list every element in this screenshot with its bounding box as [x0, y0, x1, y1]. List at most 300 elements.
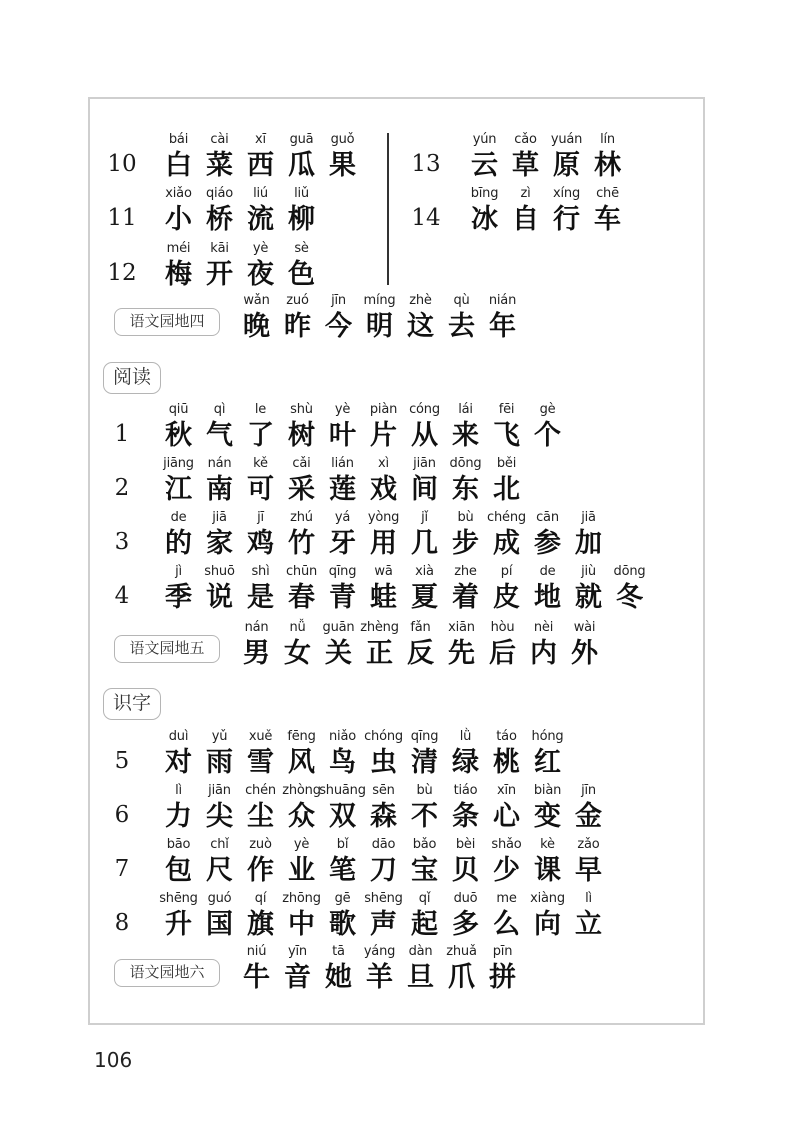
hanzi: 从 — [411, 420, 438, 451]
hanzi: 不 — [411, 801, 438, 832]
pinyin: xì — [378, 456, 389, 471]
character-cell — [568, 891, 609, 947]
pinyin: kè — [540, 837, 555, 852]
column-divider — [387, 133, 389, 285]
pinyin: zhe — [454, 564, 477, 579]
character-group — [464, 186, 628, 242]
character-group — [236, 293, 523, 349]
pinyin: niú — [246, 944, 267, 959]
hanzi: 原 — [553, 150, 580, 181]
pinyin: liǔ — [294, 186, 309, 201]
hanzi: 鸟 — [329, 747, 356, 778]
pinyin: wā — [374, 564, 393, 579]
pinyin: guǒ — [330, 132, 355, 147]
hanzi: 她 — [325, 962, 352, 993]
pinyin: wài — [573, 620, 596, 635]
pinyin: de — [539, 564, 556, 579]
character-group — [158, 837, 609, 893]
pinyin: yún — [472, 132, 497, 147]
pinyin: cǎo — [514, 132, 537, 147]
pinyin: jiā — [212, 510, 227, 525]
character-group — [158, 510, 609, 566]
pinyin: fēi — [498, 402, 515, 417]
pinyin: nǚ — [289, 620, 306, 635]
hanzi: 可 — [247, 474, 274, 505]
hanzi: 牛 — [243, 962, 270, 993]
hanzi: 开 — [206, 259, 233, 290]
hanzi: 少 — [493, 855, 520, 886]
pinyin: shù — [290, 402, 313, 417]
hanzi: 年 — [489, 311, 516, 342]
hanzi: 红 — [534, 747, 561, 778]
hanzi: 女 — [284, 638, 311, 669]
pinyin: lián — [331, 456, 354, 471]
hanzi: 用 — [370, 528, 397, 559]
hanzi: 皮 — [493, 582, 520, 613]
pinyin: yáng — [363, 944, 396, 959]
hanzi: 采 — [288, 474, 315, 505]
lesson-number: 7 — [114, 856, 130, 882]
hanzi: 立 — [575, 909, 602, 940]
character-group — [236, 944, 523, 1000]
hanzi: 的 — [165, 528, 192, 559]
pinyin: piàn — [369, 402, 398, 417]
hanzi: 地 — [534, 582, 561, 613]
hanzi: 是 — [247, 582, 274, 613]
hanzi: 间 — [411, 474, 438, 505]
pinyin: bǎo — [412, 837, 437, 852]
character-cell — [564, 620, 605, 676]
pinyin: guā — [289, 132, 314, 147]
character-cell — [527, 402, 568, 458]
hanzi: 双 — [329, 801, 356, 832]
hanzi: 加 — [575, 528, 602, 559]
pinyin: liú — [253, 186, 268, 201]
pinyin: zǎo — [577, 837, 600, 852]
hanzi: 白 — [165, 150, 192, 181]
hanzi: 刀 — [370, 855, 397, 886]
pinyin: duō — [453, 891, 478, 906]
hanzi: 林 — [594, 150, 621, 181]
character-cell — [486, 456, 527, 512]
pinyin: méi — [166, 241, 191, 256]
pinyin: shuāng — [319, 783, 366, 798]
pinyin: gē — [334, 891, 351, 906]
pinyin: bù — [457, 510, 474, 525]
pinyin: lì — [175, 783, 182, 798]
character-group — [158, 783, 609, 839]
hanzi: 起 — [411, 909, 438, 940]
hanzi: 这 — [407, 311, 434, 342]
pinyin: zhōng — [282, 891, 321, 906]
pinyin: zhèng — [360, 620, 399, 635]
pinyin: lái — [458, 402, 473, 417]
hanzi: 色 — [288, 259, 315, 290]
character-cell — [281, 186, 322, 242]
hanzi: 向 — [534, 909, 561, 940]
hanzi: 自 — [512, 204, 539, 235]
hanzi: 果 — [329, 150, 356, 181]
hanzi: 竹 — [288, 528, 315, 559]
pinyin: cài — [210, 132, 229, 147]
pinyin: qiáo — [206, 186, 233, 201]
pinyin: yá — [334, 510, 351, 525]
hanzi: 男 — [243, 638, 270, 669]
hanzi: 着 — [452, 582, 479, 613]
hanzi: 笔 — [329, 855, 356, 886]
character-group — [158, 132, 363, 188]
character-cell — [568, 510, 609, 566]
character-cell — [281, 241, 322, 297]
hanzi: 旦 — [407, 962, 434, 993]
hanzi: 冰 — [471, 204, 498, 235]
hanzi: 成 — [493, 528, 520, 559]
lesson-number: 10 — [107, 151, 137, 177]
hanzi: 步 — [452, 528, 479, 559]
hanzi: 瓜 — [288, 150, 315, 181]
pinyin: cǎi — [292, 456, 311, 471]
lesson-number: 1 — [114, 421, 130, 447]
character-cell — [587, 132, 628, 188]
character-group — [158, 186, 322, 242]
pinyin: chóng — [364, 729, 403, 744]
hanzi: 作 — [247, 855, 274, 886]
pinyin: kě — [253, 456, 268, 471]
hanzi: 莲 — [329, 474, 356, 505]
character-cell — [609, 564, 650, 620]
hanzi: 宝 — [411, 855, 438, 886]
hanzi: 去 — [448, 311, 475, 342]
pinyin: me — [496, 891, 517, 906]
character-group — [464, 132, 628, 188]
pinyin: xiàng — [530, 891, 565, 906]
hanzi: 中 — [288, 909, 315, 940]
lesson-number: 12 — [107, 260, 137, 286]
hanzi: 叶 — [329, 420, 356, 451]
hanzi: 对 — [165, 747, 192, 778]
pinyin: fēng — [287, 729, 316, 744]
hanzi: 清 — [411, 747, 438, 778]
pinyin: bù — [416, 783, 433, 798]
pinyin: yǔ — [211, 729, 228, 744]
pinyin: xīn — [497, 783, 516, 798]
pinyin: de — [170, 510, 187, 525]
pinyin: jiāng — [163, 456, 194, 471]
pinyin: bèi — [455, 837, 476, 852]
lesson-number: 4 — [114, 583, 130, 609]
hanzi: 爪 — [448, 962, 475, 993]
character-cell — [587, 186, 628, 242]
garden-label-garden5: 语文园地五 — [114, 635, 220, 663]
hanzi: 国 — [206, 909, 233, 940]
garden-label-garden6: 语文园地六 — [114, 959, 220, 987]
pinyin: xuě — [248, 729, 273, 744]
lesson-number: 5 — [114, 748, 130, 774]
lesson-number: 3 — [114, 529, 130, 555]
character-group — [158, 564, 650, 620]
pinyin: bīng — [470, 186, 499, 201]
pinyin: qí — [254, 891, 267, 906]
pinyin: pí — [500, 564, 513, 579]
pinyin: shì — [251, 564, 270, 579]
pinyin: jiān — [413, 456, 436, 471]
pinyin: zì — [520, 186, 531, 201]
pinyin: míng — [363, 293, 396, 308]
pinyin: lín — [600, 132, 615, 147]
section-reading: 阅读 — [103, 362, 161, 394]
hanzi: 季 — [165, 582, 192, 613]
pinyin: guān — [322, 620, 355, 635]
pinyin: jīn — [331, 293, 346, 308]
character-cell — [482, 944, 523, 1000]
pinyin: cóng — [409, 402, 440, 417]
pinyin: gè — [539, 402, 556, 417]
hanzi: 草 — [512, 150, 539, 181]
pinyin: zhòng — [282, 783, 321, 798]
hanzi: 个 — [534, 420, 561, 451]
hanzi: 课 — [534, 855, 561, 886]
hanzi: 说 — [206, 582, 233, 613]
hanzi: 关 — [325, 638, 352, 669]
hanzi: 早 — [575, 855, 602, 886]
pinyin: duì — [168, 729, 189, 744]
hanzi: 虫 — [370, 747, 397, 778]
hanzi: 来 — [452, 420, 479, 451]
hanzi: 森 — [370, 801, 397, 832]
pinyin: yīn — [288, 944, 307, 959]
pinyin: le — [254, 402, 267, 417]
character-group — [158, 241, 322, 297]
hanzi: 小 — [165, 204, 192, 235]
pinyin: guó — [207, 891, 232, 906]
character-group — [158, 891, 609, 947]
hanzi: 行 — [553, 204, 580, 235]
pinyin: xiǎo — [165, 186, 192, 201]
hanzi: 声 — [370, 909, 397, 940]
lesson-number: 13 — [411, 151, 441, 177]
pinyin: bāo — [166, 837, 191, 852]
hanzi: 么 — [493, 909, 520, 940]
hanzi: 多 — [452, 909, 479, 940]
hanzi: 江 — [165, 474, 192, 505]
pinyin: nèi — [533, 620, 554, 635]
pinyin: qǐ — [418, 891, 431, 906]
pinyin: xíng — [553, 186, 580, 201]
pinyin: tā — [332, 944, 345, 959]
pinyin: shēng — [159, 891, 198, 906]
character-cell — [322, 132, 363, 188]
hanzi: 包 — [165, 855, 192, 886]
hanzi: 家 — [206, 528, 233, 559]
pinyin: zuó — [286, 293, 309, 308]
character-cell — [568, 783, 609, 839]
hanzi: 夜 — [247, 259, 274, 290]
hanzi: 明 — [366, 311, 393, 342]
pinyin: zhè — [409, 293, 432, 308]
pinyin: zhuǎ — [446, 944, 477, 959]
hanzi: 飞 — [493, 420, 520, 451]
pinyin: bái — [168, 132, 189, 147]
character-cell — [527, 729, 568, 785]
hanzi: 桥 — [206, 204, 233, 235]
hanzi: 鸡 — [247, 528, 274, 559]
hanzi: 云 — [471, 150, 498, 181]
hanzi: 羊 — [366, 962, 393, 993]
pinyin: dōng — [449, 456, 482, 471]
pinyin: běi — [496, 456, 517, 471]
lesson-number: 14 — [411, 205, 441, 231]
hanzi: 蛙 — [370, 582, 397, 613]
pinyin: qù — [453, 293, 470, 308]
hanzi: 外 — [571, 638, 598, 669]
pinyin: sè — [294, 241, 309, 256]
hanzi: 春 — [288, 582, 315, 613]
pinyin: xī — [255, 132, 266, 147]
hanzi: 菜 — [206, 150, 233, 181]
hanzi: 晚 — [243, 311, 270, 342]
pinyin: nián — [488, 293, 517, 308]
pinyin: yè — [252, 241, 269, 256]
character-group — [158, 729, 568, 785]
pinyin: yuán — [550, 132, 583, 147]
pinyin: jiù — [581, 564, 596, 579]
character-cell — [568, 837, 609, 893]
section-literacy: 识字 — [103, 688, 161, 720]
hanzi: 升 — [165, 909, 192, 940]
lesson-number: 8 — [114, 910, 130, 936]
hanzi: 尖 — [206, 801, 233, 832]
pinyin: niǎo — [329, 729, 356, 744]
lesson-number: 11 — [107, 205, 137, 231]
pinyin: kāi — [210, 241, 229, 256]
hanzi: 风 — [288, 747, 315, 778]
pinyin: jī — [257, 510, 264, 525]
pinyin: zhú — [290, 510, 313, 525]
pinyin: dāo — [371, 837, 396, 852]
hanzi: 车 — [594, 204, 621, 235]
hanzi: 后 — [489, 638, 516, 669]
hanzi: 树 — [288, 420, 315, 451]
hanzi: 昨 — [284, 311, 311, 342]
pinyin: sēn — [372, 783, 395, 798]
hanzi: 南 — [206, 474, 233, 505]
pinyin: bǐ — [336, 837, 349, 852]
character-cell — [482, 293, 523, 349]
hanzi: 拼 — [489, 962, 516, 993]
hanzi: 反 — [407, 638, 434, 669]
pinyin: jì — [175, 564, 182, 579]
pinyin: yòng — [367, 510, 400, 525]
hanzi: 条 — [452, 801, 479, 832]
hanzi: 众 — [288, 801, 315, 832]
pinyin: qīng — [410, 729, 439, 744]
garden-label-garden4: 语文园地四 — [114, 308, 220, 336]
pinyin: fǎn — [410, 620, 431, 635]
hanzi: 桃 — [493, 747, 520, 778]
pinyin: cān — [536, 510, 559, 525]
pinyin: táo — [496, 729, 517, 744]
hanzi: 先 — [448, 638, 475, 669]
hanzi: 绿 — [452, 747, 479, 778]
character-group — [236, 620, 605, 676]
hanzi: 力 — [165, 801, 192, 832]
pinyin: shǎo — [491, 837, 522, 852]
hanzi: 西 — [247, 150, 274, 181]
hanzi: 今 — [325, 311, 352, 342]
pinyin: chéng — [487, 510, 526, 525]
pinyin: shuō — [204, 564, 235, 579]
character-group — [158, 456, 527, 512]
hanzi: 了 — [247, 420, 274, 451]
hanzi: 参 — [534, 528, 561, 559]
pinyin: lǜ — [459, 729, 472, 744]
hanzi: 贝 — [452, 855, 479, 886]
hanzi: 歌 — [329, 909, 356, 940]
hanzi: 夏 — [411, 582, 438, 613]
pinyin: zuò — [249, 837, 272, 852]
hanzi: 几 — [411, 528, 438, 559]
pinyin: chén — [245, 783, 276, 798]
pinyin: nán — [244, 620, 269, 635]
pinyin: jiā — [581, 510, 596, 525]
hanzi: 戏 — [370, 474, 397, 505]
hanzi: 旗 — [247, 909, 274, 940]
pinyin: xiān — [448, 620, 475, 635]
hanzi: 音 — [284, 962, 311, 993]
hanzi: 变 — [534, 801, 561, 832]
hanzi: 正 — [366, 638, 393, 669]
hanzi: 流 — [247, 204, 274, 235]
hanzi: 东 — [452, 474, 479, 505]
pinyin: chē — [596, 186, 619, 201]
hanzi: 北 — [493, 474, 520, 505]
hanzi: 青 — [329, 582, 356, 613]
pinyin: hóng — [531, 729, 564, 744]
hanzi: 尘 — [247, 801, 274, 832]
pinyin: nán — [207, 456, 232, 471]
hanzi: 冬 — [616, 582, 643, 613]
pinyin: wǎn — [243, 293, 270, 308]
hanzi: 尺 — [206, 855, 233, 886]
hanzi: 就 — [575, 582, 602, 613]
pinyin: jǐ — [421, 510, 428, 525]
hanzi: 气 — [206, 420, 233, 451]
hanzi: 秋 — [165, 420, 192, 451]
pinyin: jiān — [208, 783, 231, 798]
pinyin: chǐ — [210, 837, 229, 852]
hanzi: 雪 — [247, 747, 274, 778]
hanzi: 片 — [370, 420, 397, 451]
pinyin: tiáo — [453, 783, 478, 798]
hanzi: 内 — [530, 638, 557, 669]
hanzi: 梅 — [165, 259, 192, 290]
hanzi: 金 — [575, 801, 602, 832]
pinyin: qīng — [328, 564, 357, 579]
hanzi: 雨 — [206, 747, 233, 778]
pinyin: qì — [213, 402, 226, 417]
hanzi: 业 — [288, 855, 315, 886]
pinyin: qiū — [168, 402, 189, 417]
hanzi: 柳 — [288, 204, 315, 235]
pinyin: biàn — [533, 783, 562, 798]
pinyin: chūn — [285, 564, 318, 579]
lesson-number: 6 — [114, 802, 130, 828]
pinyin: lì — [585, 891, 592, 906]
hanzi: 心 — [493, 801, 520, 832]
pinyin: yè — [293, 837, 310, 852]
pinyin: xià — [415, 564, 434, 579]
page-number: 106 — [94, 1048, 133, 1072]
